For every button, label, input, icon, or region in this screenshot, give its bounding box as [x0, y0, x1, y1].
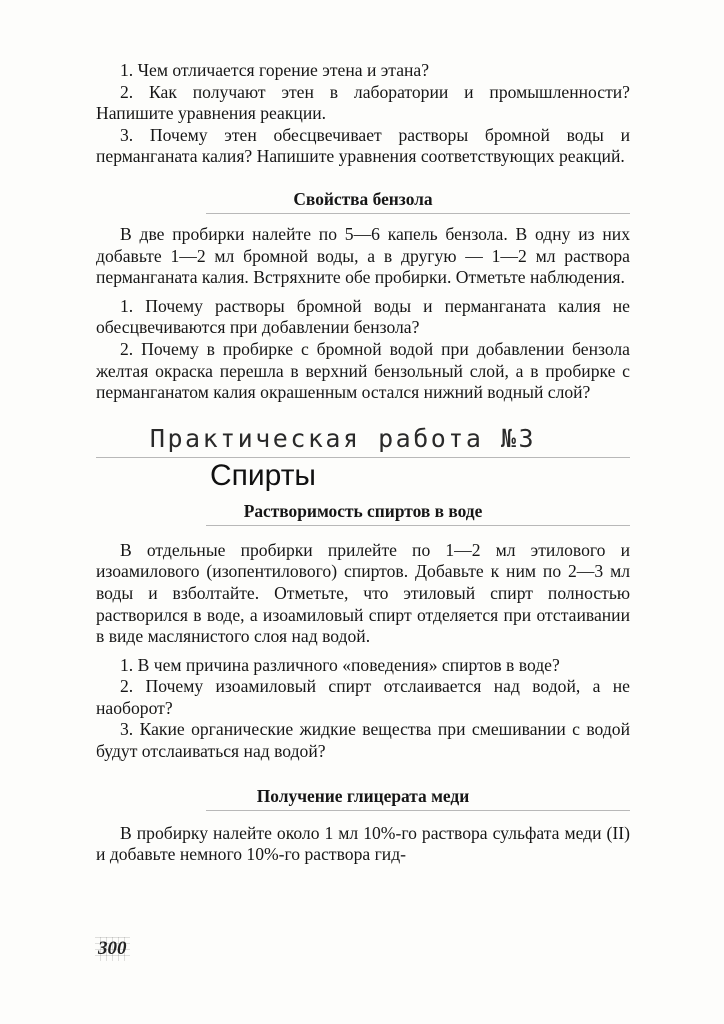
question-text: 2. Почему изоамиловый спирт отслаивается над водой, а не наоборот?	[96, 676, 630, 718]
page-body	[96, 60, 630, 866]
chapter-title: Спирты	[210, 458, 316, 492]
section-heading-benzene: Свойства бензола	[293, 188, 433, 209]
paragraph: В отдельные пробирки прилейте по 1—2 мл этилового и изоамилового (изопентилового) спиртов. Добавьте к ним по 2—3 мл воды и взболтайте. Отметьте, что этиловый спирт полностью растворился в воде, а изоамиловый спирт отделяется при отстаивании в виде маслянистого слоя над водой.	[96, 539, 630, 647]
paragraph: В две пробирки налейте по 5—6 капель бензола. В одну из них добавьте 1—2 мл бромной воды, а в другую — 1—2 мл раствора перманганата калия. Встряхните обе пробирки. Отметьте наблюдения.	[96, 223, 630, 288]
section-heading-glycerate: Получение глицерата меди	[256, 785, 470, 806]
paragraph: В пробирку налейте около 1 мл 10%-го раствора сульфата меди (II) и добавьте немного 10%-го раствора гид-	[96, 822, 630, 865]
question-text: 3. Почему этен обесцвечивает растворы бромной воды и перманганата калия? Напишите уравнения соответствующих реакций.	[96, 124, 630, 167]
question-text: 2. Как получают этен в лаборатории и промышленности? Напишите уравнения реакции.	[96, 81, 630, 124]
question-text: 1. Почему растворы бромной воды и перманганата калия не обесцвечиваются при добавлении бензола?	[96, 295, 630, 338]
question-text: 1. В чем причина различного «поведения» спиртов в воде?	[120, 654, 560, 675]
page-number: 300	[95, 937, 130, 961]
question-text: 1. Чем отличается горение этена и этана?	[120, 60, 430, 80]
section-heading-solubility: Растворимость спиртов в воде	[243, 500, 483, 521]
question-text: 2. Почему в пробирке с бромной водой при добавлении бензола желтая окраска перешла в верхний бензольный слой, а в пробирке с перманганатом калия окрашенным остался нижний водный слой?	[96, 338, 630, 403]
practical-work-title: Практическая работа №3	[149, 423, 537, 453]
question-text: 3. Какие органические жидкие вещества при смешивании с водой будут отслаиваться над водой?	[96, 719, 630, 762]
